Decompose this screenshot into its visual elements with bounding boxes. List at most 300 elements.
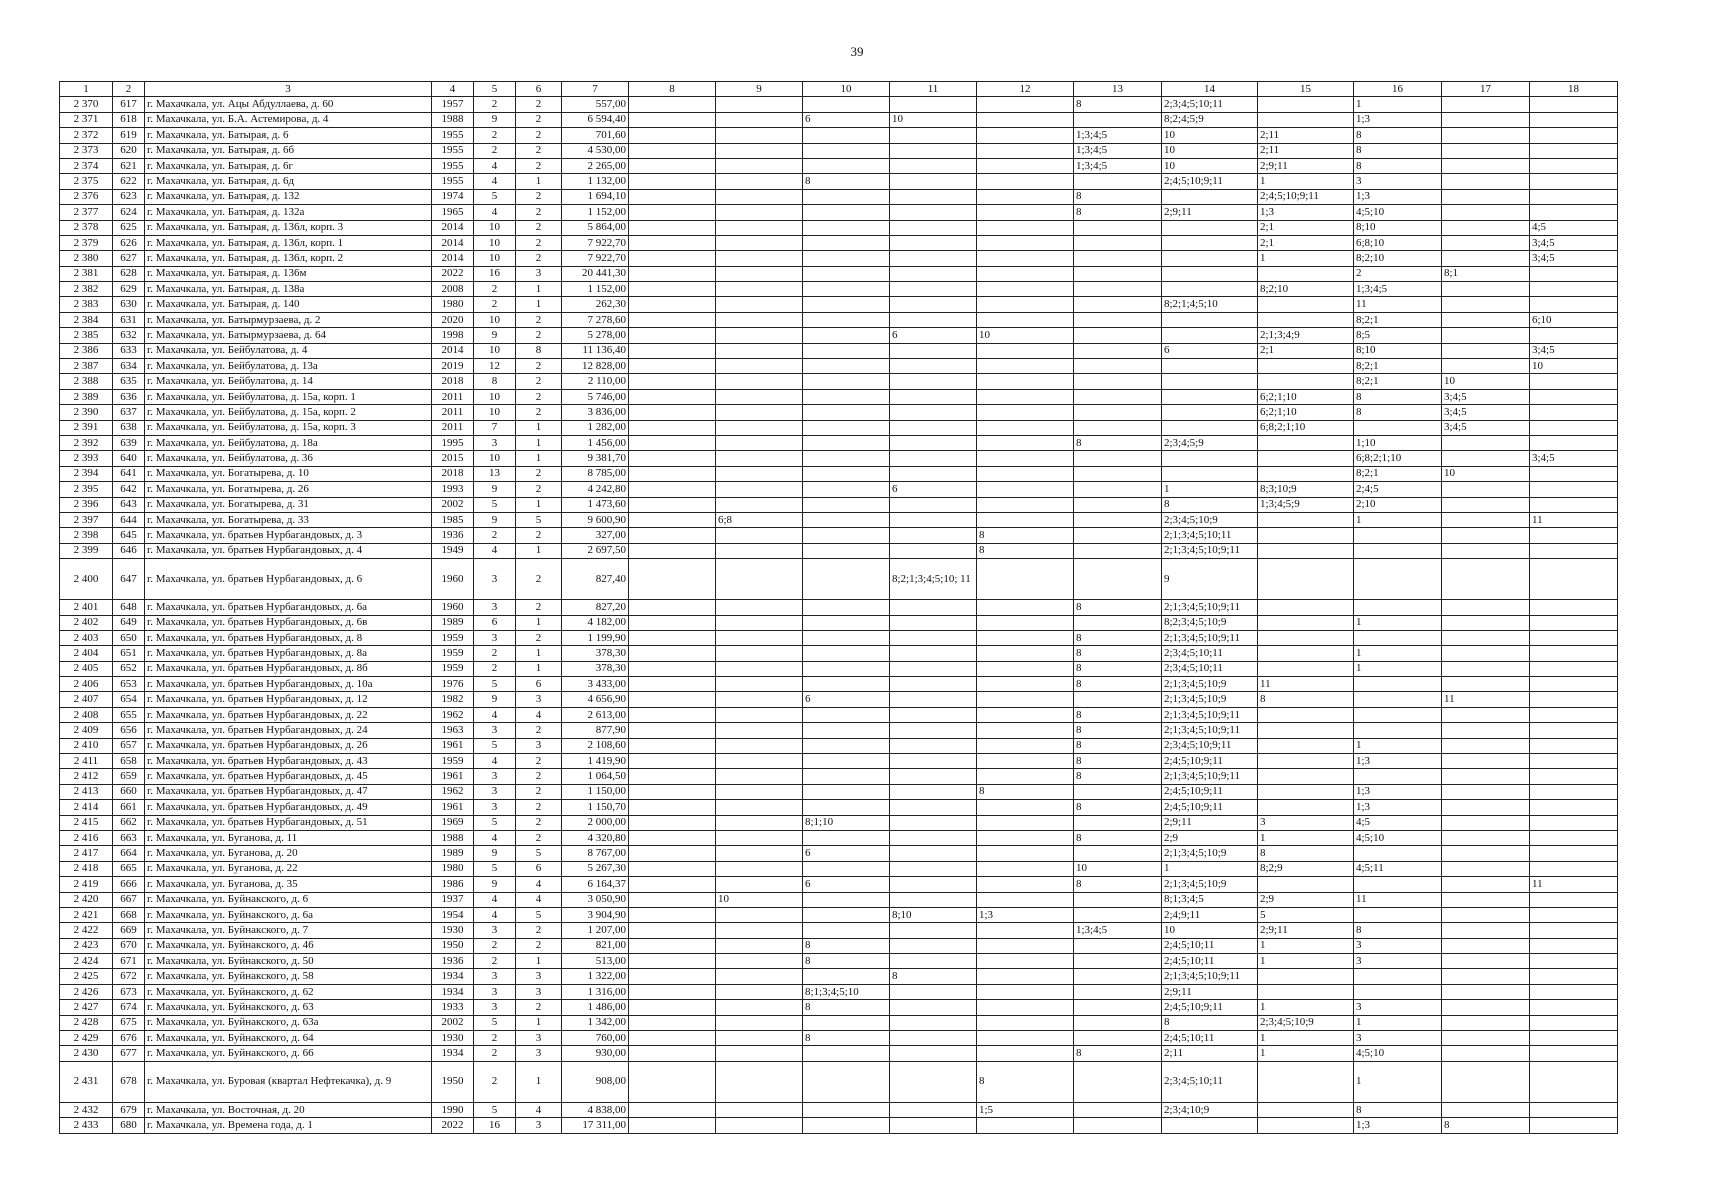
table-cell: г. Махачкала, ул. Буганова, д. 11 [145,830,432,845]
table-cell: 8 [1354,923,1442,938]
table-cell [629,677,716,692]
table-cell: 8 [1074,630,1162,645]
table-cell [890,677,977,692]
table-cell [1162,235,1258,250]
table-cell: 3;4;5 [1530,235,1618,250]
table-cell: 1;3;4;5 [1074,143,1162,158]
table-cell [629,343,716,358]
table-cell [1074,1118,1162,1133]
table-cell [977,205,1074,220]
table-cell: 8;10 [890,907,977,922]
table-cell: 2 371 [60,112,113,127]
table-cell: 2015 [432,451,474,466]
table-cell: 2 [474,528,516,543]
table-cell: г. Махачкала, ул. братьев Нурбагандовых, д. 49 [145,800,432,815]
table-cell: г. Махачкала, ул. Бейбулатова, д. 36 [145,451,432,466]
table-cell [1258,435,1354,450]
table-cell [1442,923,1530,938]
table-cell [977,112,1074,127]
table-cell [1074,512,1162,527]
table-cell [1530,784,1618,799]
table-cell: 647 [113,559,145,600]
table-row [60,1061,1618,1102]
table-cell: 2;4;9;11 [1162,907,1258,922]
table-row [60,559,1618,600]
table-cell: 8 [1074,738,1162,753]
table-cell: 2 [1354,266,1442,281]
table-cell: 8 [977,1061,1074,1102]
table-cell [1074,784,1162,799]
table-cell [629,143,716,158]
table-cell: 2;1;3;4;9 [1258,328,1354,343]
table-cell [716,723,803,738]
table-cell: 1 456,00 [562,435,629,450]
table-cell: 8 [977,784,1074,799]
table-cell: 4;5 [1354,815,1442,830]
table-cell [890,1061,977,1102]
table-cell [1442,723,1530,738]
table-cell: 8;2;1 [1354,374,1442,389]
table-cell [890,1015,977,1030]
table-cell: 1961 [432,769,474,784]
table-cell: 1;3 [1354,800,1442,815]
table-cell: 2 398 [60,528,113,543]
table-cell: 2 401 [60,600,113,615]
table-cell [629,661,716,676]
table-cell [977,892,1074,907]
table-cell: 2 393 [60,451,113,466]
table-cell: 4;5 [1530,220,1618,235]
table-cell: 649 [113,615,145,630]
table-cell: 2 [516,189,562,204]
table-cell [1258,784,1354,799]
table-cell: 1955 [432,143,474,158]
table-cell: 662 [113,815,145,830]
table-cell: 1976 [432,677,474,692]
table-cell [629,435,716,450]
table-row [60,630,1618,645]
table-cell: 8;2;1;4;5;10 [1162,297,1258,312]
table-cell [716,189,803,204]
table-cell: г. Махачкала, ул. братьев Нурбагандовых, д. 47 [145,784,432,799]
table-cell [1442,312,1530,327]
table-cell [1354,707,1442,722]
table-cell: г. Махачкала, ул. Буйнакского, д. 50 [145,954,432,969]
table-cell: 2 382 [60,282,113,297]
table-cell: 2 433 [60,1118,113,1133]
table-cell [977,723,1074,738]
table-cell: 623 [113,189,145,204]
table-cell [716,297,803,312]
table-cell: г. Махачкала, ул. Буйнакского, д. 6 [145,892,432,907]
table-cell [977,646,1074,661]
table-cell [803,466,890,481]
table-cell: 8 767,00 [562,846,629,861]
table-cell: 1936 [432,528,474,543]
table-cell [1530,266,1618,281]
column-header: 16 [1354,82,1442,97]
table-cell [1530,646,1618,661]
table-cell [1074,984,1162,999]
table-cell [1354,630,1442,645]
table-cell: 10 [1442,466,1530,481]
table-cell [1162,328,1258,343]
table-cell: 5 [474,738,516,753]
table-cell [1074,938,1162,953]
table-cell [1074,1102,1162,1117]
table-cell: 2;3;4;5;10;9 [1162,512,1258,527]
table-cell: 8 [1354,128,1442,143]
table-cell: 8 [1258,846,1354,861]
table-row [60,282,1618,297]
table-cell [1530,205,1618,220]
table-cell [1442,251,1530,266]
table-cell: 6 [516,861,562,876]
table-cell: 4 [516,877,562,892]
table-cell: г. Махачкала, ул. Батырая, д. 6г [145,158,432,173]
table-cell [1530,497,1618,512]
table-row [60,420,1618,435]
table-cell: 1;3 [1354,784,1442,799]
table-cell: 650 [113,630,145,645]
table-cell [1162,220,1258,235]
table-cell: г. Махачкала, ул. Бейбулатова, д. 13а [145,359,432,374]
table-cell [1074,1031,1162,1046]
table-cell [977,707,1074,722]
table-cell [1442,328,1530,343]
table-row [60,692,1618,707]
table-cell: 2011 [432,389,474,404]
table-cell [890,754,977,769]
table-cell [977,435,1074,450]
table-cell [890,738,977,753]
table-cell [890,251,977,266]
table-cell: г. Махачкала, ул. Бейбулатова, д. 14 [145,374,432,389]
table-cell [803,830,890,845]
table-cell: 9 [474,846,516,861]
table-cell [1354,677,1442,692]
table-cell [977,969,1074,984]
table-cell: 2 425 [60,969,113,984]
table-cell [803,630,890,645]
table-cell [1530,892,1618,907]
table-cell [1258,512,1354,527]
table-cell [890,143,977,158]
table-cell: 2 420 [60,892,113,907]
table-cell [803,235,890,250]
table-cell: г. Махачкала, ул. Буйнакского, д. 62 [145,984,432,999]
table-cell: 1959 [432,661,474,676]
table-cell: 635 [113,374,145,389]
table-cell: 2008 [432,282,474,297]
table-cell [977,954,1074,969]
table-cell: г. Махачкала, ул. Буйнакского, д. 46 [145,938,432,953]
table-cell [977,220,1074,235]
table-cell [803,723,890,738]
table-cell: г. Махачкала, ул. Буйнакского, д. 58 [145,969,432,984]
table-cell: 1 [1162,482,1258,497]
table-cell [977,769,1074,784]
table-cell: 2 405 [60,661,113,676]
table-row [60,954,1618,969]
table-cell [716,482,803,497]
table-cell: 5 [516,512,562,527]
table-cell [716,374,803,389]
table-cell: 821,00 [562,938,629,953]
table-cell [716,312,803,327]
table-cell [629,815,716,830]
table-cell [716,630,803,645]
table-cell: 1960 [432,600,474,615]
table-cell: 2 [516,128,562,143]
table-cell: 2;1;3;4;5;10;11 [1162,528,1258,543]
table-cell [977,312,1074,327]
table-cell: г. Махачкала, ул. Времена года, д. 1 [145,1118,432,1133]
table-cell [977,174,1074,189]
table-cell: 2 427 [60,1000,113,1015]
table-cell: г. Махачкала, ул. Буйнакского, д. 66 [145,1046,432,1061]
table-row [60,1031,1618,1046]
table-cell [890,389,977,404]
table-cell: 659 [113,769,145,784]
table-cell: 8 [1354,405,1442,420]
table-cell [629,297,716,312]
table-cell [716,405,803,420]
table-cell [1074,297,1162,312]
table-cell [1442,754,1530,769]
table-cell: 2 407 [60,692,113,707]
table-cell [1074,692,1162,707]
table-cell [629,189,716,204]
table-cell: 2 [516,1000,562,1015]
table-cell: 8;1 [1442,266,1530,281]
table-cell [1258,1102,1354,1117]
table-cell: 10 [474,343,516,358]
table-cell: 8 [1258,692,1354,707]
table-cell: 4 [516,1102,562,1117]
table-cell: 10 [474,235,516,250]
table-cell: 8 [1442,1118,1530,1133]
table-cell [803,435,890,450]
table-row [60,754,1618,769]
table-cell: 2018 [432,466,474,481]
column-header: 4 [432,82,474,97]
table-cell [1258,754,1354,769]
table-cell: 670 [113,938,145,953]
table-cell [1442,707,1530,722]
table-cell: 5 [474,815,516,830]
table-cell [716,984,803,999]
table-cell: 658 [113,754,145,769]
table-cell [890,692,977,707]
table-cell [1442,128,1530,143]
table-cell [803,646,890,661]
table-cell [977,128,1074,143]
table-cell: 3 [516,1118,562,1133]
table-cell [716,646,803,661]
table-cell [716,954,803,969]
table-cell: 8 [1074,723,1162,738]
table-cell: 5 [474,1015,516,1030]
table-cell: 10 [1162,143,1258,158]
table-cell: г. Махачкала, ул. братьев Нурбагандовых, д. 6 [145,559,432,600]
table-cell: г. Махачкала, ул. Бейбулатова, д. 4 [145,343,432,358]
table-cell [1074,312,1162,327]
table-cell [716,923,803,938]
table-cell [890,174,977,189]
table-cell: 2 [516,220,562,235]
table-cell: 1957 [432,97,474,112]
table-cell [1530,1102,1618,1117]
table-cell [977,343,1074,358]
table-cell: 2 [516,112,562,127]
table-cell [1074,846,1162,861]
table-cell [1074,1015,1162,1030]
table-cell [890,189,977,204]
table-cell [1530,615,1618,630]
table-cell [977,1031,1074,1046]
table-cell: 2;4;5;10;9;11 [1162,754,1258,769]
table-row [60,528,1618,543]
table-cell: 2 [516,251,562,266]
table-cell: 1 132,00 [562,174,629,189]
table-cell: 654 [113,692,145,707]
table-cell: 2014 [432,220,474,235]
table-cell: 1961 [432,800,474,815]
table-cell: 1 [1258,830,1354,845]
table-cell: 1934 [432,969,474,984]
table-cell: г. Махачкала, ул. братьев Нурбагандовых, д. 8а [145,646,432,661]
table-cell: 2 [474,954,516,969]
table-cell: 8 [516,343,562,358]
table-cell [629,1031,716,1046]
table-cell: 679 [113,1102,145,1117]
table-row [60,892,1618,907]
table-cell [803,343,890,358]
table-cell [803,707,890,722]
table-cell: 2 [474,661,516,676]
table-cell: 4 [516,707,562,722]
table-cell [890,343,977,358]
table-cell [1530,158,1618,173]
table-cell: 2 430 [60,1046,113,1061]
table-cell: 1980 [432,861,474,876]
table-cell [716,846,803,861]
table-cell: 1 [516,1015,562,1030]
table-cell: 2 [474,282,516,297]
column-header: 6 [516,82,562,97]
table-cell: 5 864,00 [562,220,629,235]
table-cell [803,266,890,281]
table-cell [1442,297,1530,312]
table-cell: 2;4;5 [1354,482,1442,497]
table-cell: 2 [516,630,562,645]
table-row [60,938,1618,953]
column-header: 14 [1162,82,1258,97]
table-cell [890,1118,977,1133]
table-cell [716,1015,803,1030]
table-cell: 8 [1074,800,1162,815]
table-cell [890,1031,977,1046]
table-cell: 626 [113,235,145,250]
table-row [60,174,1618,189]
table-cell: 4 [474,907,516,922]
table-cell: 8 [1354,158,1442,173]
table-cell: 930,00 [562,1046,629,1061]
table-cell: 3 [516,1046,562,1061]
table-cell [716,661,803,676]
table-cell [716,466,803,481]
table-cell [1162,389,1258,404]
table-cell [1530,174,1618,189]
table-cell [1530,830,1618,845]
table-cell: 5 [474,1102,516,1117]
table-cell: 2 [516,466,562,481]
table-cell [1162,359,1258,374]
table-cell: 1 064,50 [562,769,629,784]
table-cell [1354,907,1442,922]
table-cell: 3 [1354,1000,1442,1015]
table-cell: 4 [474,158,516,173]
table-cell: 2011 [432,405,474,420]
table-cell: 1 [1354,738,1442,753]
table-cell [803,800,890,815]
table-cell [803,328,890,343]
table-cell: 2 [474,1046,516,1061]
table-cell [1354,877,1442,892]
table-row [60,143,1618,158]
table-cell [1442,907,1530,922]
table-cell: 6 [1162,343,1258,358]
table-cell: 660 [113,784,145,799]
table-row [60,343,1618,358]
column-header: 2 [113,82,145,97]
table-cell: 2 [516,205,562,220]
table-cell: 620 [113,143,145,158]
table-cell: 1959 [432,646,474,661]
table-cell: г. Махачкала, ул. Батырая, д. 6б [145,143,432,158]
table-cell [629,420,716,435]
table-cell [629,984,716,999]
table-cell: 8 [1074,830,1162,845]
table-cell: 1;10 [1354,435,1442,450]
table-cell [1530,846,1618,861]
table-cell: 2 [474,143,516,158]
table-cell [1442,497,1530,512]
table-cell [1530,769,1618,784]
table-cell [1074,543,1162,558]
table-cell [803,128,890,143]
table-cell: 6 [890,482,977,497]
table-cell: 5 [1258,907,1354,922]
table-cell: 2 404 [60,646,113,661]
table-cell: 6 594,40 [562,112,629,127]
table-cell [1162,466,1258,481]
table-cell [716,282,803,297]
table-cell: 1;3 [1354,754,1442,769]
table-cell: 2 108,60 [562,738,629,753]
table-cell: 2 [516,754,562,769]
table-row [60,984,1618,999]
table-cell: г. Махачкала, ул. братьев Нурбагандовых, д. 26 [145,738,432,753]
table-row [60,374,1618,389]
table-cell [1074,969,1162,984]
table-cell [1354,528,1442,543]
table-cell: 1 [1354,615,1442,630]
table-cell: 1950 [432,938,474,953]
table-cell [1258,1061,1354,1102]
table-cell [803,754,890,769]
